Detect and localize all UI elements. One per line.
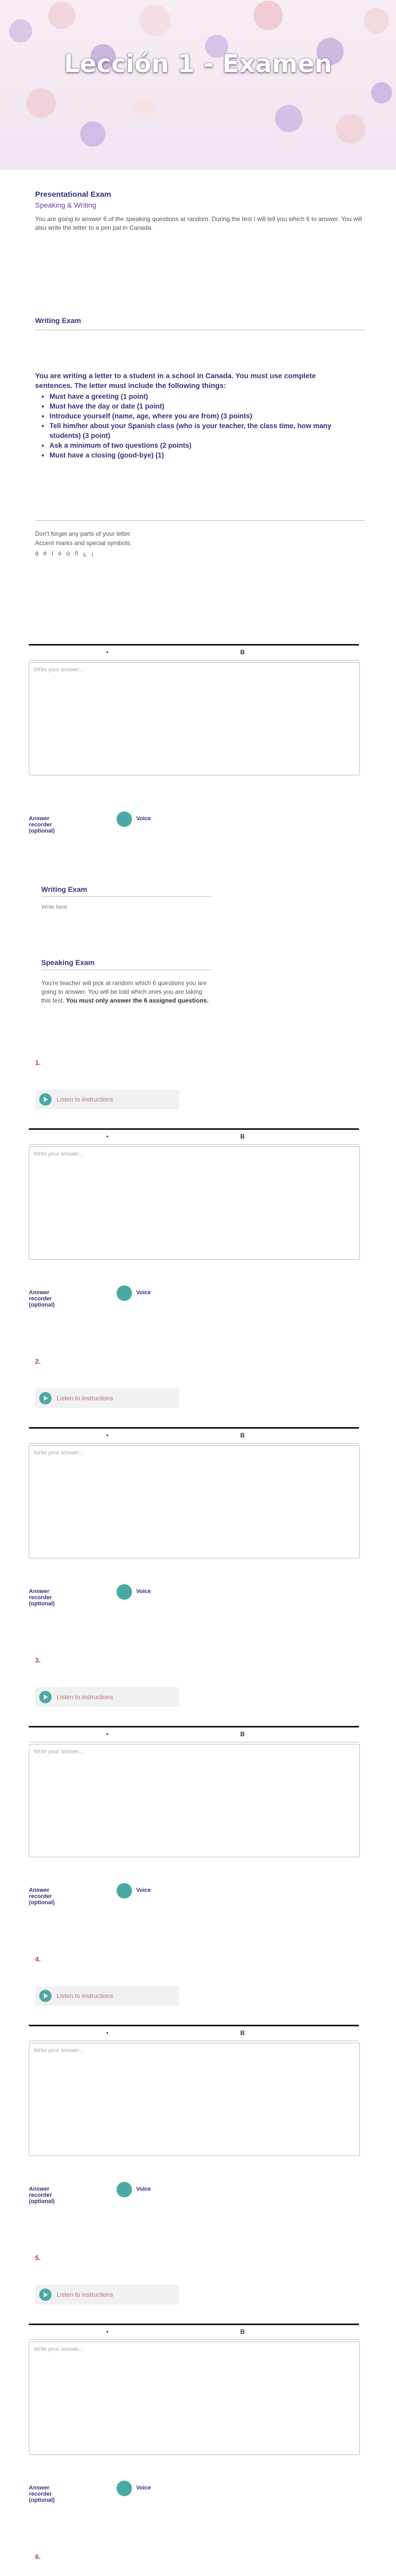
listen-button[interactable] [35, 1090, 179, 1109]
listen-label: Listen to instructions [57, 1992, 113, 1999]
listen-label: Listen to instructions [57, 1096, 113, 1103]
speaking-description: You're teacher will pick at random which 6 questions you are going to answer. You will be told which ones you are taking this test. You must only answer the 6 assigned questions. [41, 979, 209, 1004]
speaking-title: Speaking Exam [41, 958, 95, 967]
question-number: 2. [35, 1358, 41, 1365]
textarea-placeholder: Write your answer... [34, 1749, 84, 1755]
requirements-list [39, 392, 359, 460]
editor-toolbar [29, 1427, 359, 1444]
bold-button[interactable]: B [240, 1133, 245, 1140]
voice-label: Voice [136, 1290, 151, 1296]
recorder-label: Answer recorder (optional) [29, 2485, 55, 2503]
textarea-placeholder: Write your answer... [34, 2047, 84, 2054]
textarea-placeholder: Write your answer... [34, 667, 84, 673]
voice-label: Voice [136, 1887, 151, 1893]
bullet-list-button[interactable]: • [106, 1731, 109, 1738]
question-number: 1. [35, 1059, 41, 1066]
bold-button[interactable]: B [240, 1731, 245, 1738]
play-icon [39, 1691, 52, 1703]
list-item: • Must have the day or date (1 point) [50, 401, 359, 411]
play-icon [39, 1392, 52, 1404]
textarea-placeholder: Write your answer... [34, 1151, 84, 1157]
listen-button[interactable] [35, 2285, 179, 2304]
section-title: Presentational Exam [35, 190, 111, 199]
listen-button[interactable] [35, 1388, 179, 1408]
record-button[interactable] [117, 2481, 132, 2496]
answer-textarea[interactable] [29, 2043, 360, 2156]
list-item: • Introduce yourself (name, age, where you are from) (3 points) [50, 411, 359, 421]
section-subtitle: Speaking & Writing [35, 201, 96, 209]
list-item: • Ask a minimum of two questions (2 points) [50, 440, 359, 450]
recorder-label: Answer recorder (optional) [29, 1887, 55, 1906]
divider [41, 896, 211, 897]
voice-label: Voice [136, 2485, 151, 2491]
accent-symbols: á é í ó ú ñ ¿ ¡ [35, 550, 95, 557]
reminder-text: Don't forget any parts of your letter. [35, 530, 132, 537]
answer-textarea[interactable] [29, 1744, 360, 1857]
bold-button[interactable]: B [240, 2328, 245, 2335]
recorder-label: Answer recorder (optional) [29, 1290, 55, 1308]
question-number: 5. [35, 2254, 41, 2262]
voice-label: Voice [136, 2186, 151, 2192]
listen-label: Listen to instructions [57, 2291, 113, 2298]
recorder-label: Answer recorder (optional) [29, 2186, 55, 2205]
editor-toolbar [29, 1128, 359, 1145]
record-button[interactable] [117, 811, 132, 827]
record-button[interactable] [117, 2182, 132, 2197]
record-button[interactable] [117, 1883, 132, 1899]
recorder-label: Answer recorder (optional) [29, 1588, 55, 1607]
question-number: 3. [35, 1656, 41, 1664]
editor-toolbar [29, 1726, 359, 1742]
bold-button[interactable]: B [240, 2029, 245, 2037]
textarea-placeholder: Write your answer... [34, 1450, 84, 1456]
editor-toolbar [29, 644, 359, 660]
divider [35, 520, 365, 521]
list-item: • Tell him/her about your Spanish class (who is your teacher, the class time, how many students) (3 point) [50, 421, 359, 440]
header-banner [0, 0, 396, 170]
listen-button[interactable] [35, 1986, 179, 2006]
editor-toolbar [29, 2025, 359, 2041]
answer-textarea[interactable] [29, 2342, 360, 2455]
listen-button[interactable] [35, 1687, 179, 1707]
bullet-list-button[interactable]: • [106, 2029, 109, 2037]
voice-label: Voice [136, 816, 151, 822]
editor-toolbar [29, 2324, 359, 2340]
bullet-list-button[interactable]: • [106, 1133, 109, 1140]
voice-label: Voice [136, 1588, 151, 1595]
writing-exam-section [6, 309, 390, 577]
writing-title-2: Writing Exam [41, 885, 88, 893]
listen-label: Listen to instructions [57, 1395, 113, 1402]
list-item: • Must have a greeting (1 point) [50, 392, 359, 401]
play-icon [39, 1990, 52, 2002]
recorder-label: Answer recorder (optional) [29, 816, 55, 834]
question-number: 6. [35, 2553, 41, 2561]
answer-textarea[interactable] [29, 1445, 360, 1558]
bullet-list-button[interactable]: • [106, 2328, 109, 2335]
writing-title: Writing Exam [35, 316, 81, 325]
answer-textarea[interactable] [29, 1146, 360, 1260]
bold-button[interactable]: B [240, 1432, 245, 1439]
presentational-section [6, 183, 390, 250]
question-number: 4. [35, 1955, 41, 1963]
section-description: You are going to answer 6 of the speaking questions at random. During the test I will tell you which 6 to answer. You will also write the letter to a pen pal in Canada. [35, 215, 362, 231]
play-icon [39, 2289, 52, 2301]
list-item: • Must have a closing (good-bye) (1) [50, 450, 359, 460]
record-button[interactable] [117, 1285, 132, 1301]
letter-answer-textarea[interactable] [29, 662, 360, 775]
play-icon [39, 1093, 52, 1106]
listen-label: Listen to instructions [57, 1693, 113, 1701]
writing-intro: You are writing a letter to a student in a school in Canada. You must use complete sentences. The letter must include the following things: [35, 371, 316, 389]
textarea-placeholder: Write your answer... [34, 2346, 84, 2352]
page-title: Lección 1 - Examen [64, 49, 332, 78]
bullet-list-button[interactable]: • [106, 1432, 109, 1439]
bullet-list-button[interactable]: • [106, 649, 109, 656]
accent-note: Accent marks and special symbols: [35, 539, 132, 547]
record-button[interactable] [117, 1584, 132, 1600]
write-here-field[interactable]: Write here [41, 904, 68, 910]
bold-button[interactable]: B [240, 649, 245, 656]
